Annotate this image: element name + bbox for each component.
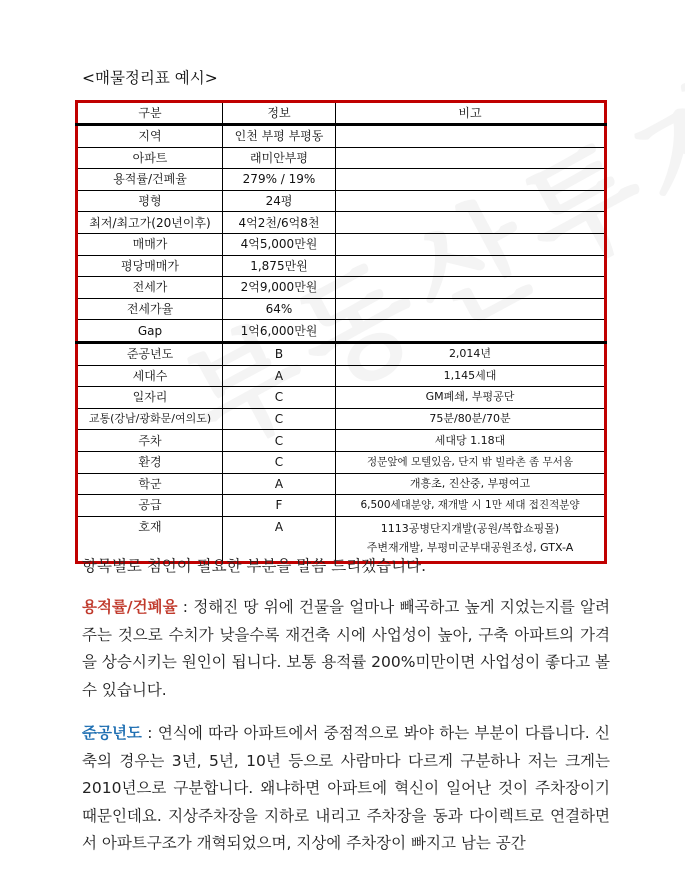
header-note: 비고 (336, 102, 606, 125)
row-note: 75분/80분/70분 (336, 408, 606, 430)
row-label: 일자리 (77, 387, 223, 409)
row-label: 준공년도 (77, 342, 223, 365)
row-value: 4억5,000만원 (223, 233, 336, 255)
row-grade: F (223, 495, 336, 517)
table-row (77, 473, 606, 495)
table-row (77, 365, 606, 387)
completion-year-paragraph (82, 720, 610, 858)
table-row (77, 277, 606, 299)
row-value: 래미안부평 (223, 147, 336, 169)
row-label: 전세가 (77, 277, 223, 299)
row-value: 1억6,000만원 (223, 320, 336, 343)
table-row (77, 233, 606, 255)
page-heading: <매물정리표 예시> (82, 69, 218, 87)
row-note (336, 190, 606, 212)
table-row (77, 430, 606, 452)
row-label: 교통(강남/광화문/여의도) (77, 408, 223, 430)
row-label: 평형 (77, 190, 223, 212)
row-note (336, 125, 606, 148)
row-value: 인천 부평 부평동 (223, 125, 336, 148)
row-note (336, 277, 606, 299)
row-note (336, 233, 606, 255)
row-note: 정문앞에 모텔있음, 단지 밖 빌라촌 좀 무서움 (336, 451, 606, 473)
note-line: 주변재개발, 부평미군부대공원조성, GTX-A (366, 540, 574, 554)
table-row (77, 125, 606, 148)
row-grade: A (223, 473, 336, 495)
table-row (77, 408, 606, 430)
table-row (77, 342, 606, 365)
table-row (77, 212, 606, 234)
far-bcr-term: 용적률/건폐율 (82, 598, 178, 616)
row-grade: A (223, 516, 336, 562)
row-note: GM폐쇄, 부평공단 (336, 387, 606, 409)
row-label: 주차 (77, 430, 223, 452)
row-value: 24평 (223, 190, 336, 212)
row-note: 2,014년 (336, 342, 606, 365)
row-label: 세대수 (77, 365, 223, 387)
table-row (77, 495, 606, 517)
row-grade: C (223, 430, 336, 452)
table-row (77, 190, 606, 212)
row-label: Gap (77, 320, 223, 343)
row-label: 아파트 (77, 147, 223, 169)
row-value: 2억9,000만원 (223, 277, 336, 299)
row-value: 64% (223, 298, 336, 320)
row-label: 용적률/건폐율 (77, 169, 223, 191)
table-row (77, 255, 606, 277)
row-note (336, 169, 606, 191)
table-row (77, 147, 606, 169)
note-line: 1113공병단지개발(공원/복합쇼핑몰) (380, 521, 560, 535)
table-row (77, 169, 606, 191)
row-grade: C (223, 387, 336, 409)
far-bcr-body: 정해진 땅 위에 건물을 얼마나 빼곡하고 높게 지었는지를 알려주는 것으로 수치가 낮을수록 재건축 시에 사업성이 높아, 구축 아파트의 가격을 상승시키는 원인이 됩니다. 보통 용적률 200%미만이면 사업성이 좋다고 볼 수 있습니다. (82, 598, 610, 699)
table-row (77, 387, 606, 409)
term-separator: : (141, 724, 158, 742)
row-value: 279% / 19% (223, 169, 336, 191)
table-row (77, 298, 606, 320)
row-label: 환경 (77, 451, 223, 473)
row-note: 1,145세대 (336, 365, 606, 387)
row-value: 4억2천/6억8천 (223, 212, 336, 234)
row-label: 전세가율 (77, 298, 223, 320)
table-row (77, 320, 606, 343)
row-note: 개흥초, 진산중, 부평여고 (336, 473, 606, 495)
table-header-row (77, 102, 606, 125)
row-note (336, 298, 606, 320)
property-summary-table (75, 100, 607, 564)
row-note (336, 212, 606, 234)
far-bcr-paragraph (82, 594, 610, 704)
row-note (336, 147, 606, 169)
completion-year-term: 준공년도 (82, 724, 142, 742)
header-category: 구분 (77, 102, 223, 125)
term-separator: : (177, 598, 194, 616)
intro-paragraph: 항목별로 첨언이 필요한 부분을 말씀 드리겠습니다. (82, 557, 426, 575)
header-info: 정보 (223, 102, 336, 125)
row-label: 학군 (77, 473, 223, 495)
row-label: 평당매매가 (77, 255, 223, 277)
row-note (336, 320, 606, 343)
row-label: 공급 (77, 495, 223, 517)
row-note: 6,500세대분양, 재개발 시 1만 세대 접진적분양 (336, 495, 606, 517)
row-note: 세대당 1.18대 (336, 430, 606, 452)
row-grade: C (223, 408, 336, 430)
row-value: 1,875만원 (223, 255, 336, 277)
row-label: 매매가 (77, 233, 223, 255)
row-label: 호재 (77, 516, 223, 562)
row-label: 지역 (77, 125, 223, 148)
table-row (77, 451, 606, 473)
row-grade: B (223, 342, 336, 365)
row-note (336, 255, 606, 277)
row-grade: C (223, 451, 336, 473)
row-label: 최저/최고가(20년이후) (77, 212, 223, 234)
row-grade: A (223, 365, 336, 387)
completion-year-body: 연식에 따라 아파트에서 중점적으로 봐야 하는 부분이 다릅니다. 신축의 경우는 3년, 5년, 10년 등으로 사람마다 다르게 구분하나 저는 크게는 2010년으로 구분합니다. 왜냐하면 아파트에 혁신이 일어난 것이 주차장이기 때문인데요. 지상주차장을 지하로 내리고 주차장을 동과 다이렉트로 연결하면서 아파트구조가 개혁되었으며, 지상에 주차장이 빠지고 남는 공간 (82, 724, 611, 852)
